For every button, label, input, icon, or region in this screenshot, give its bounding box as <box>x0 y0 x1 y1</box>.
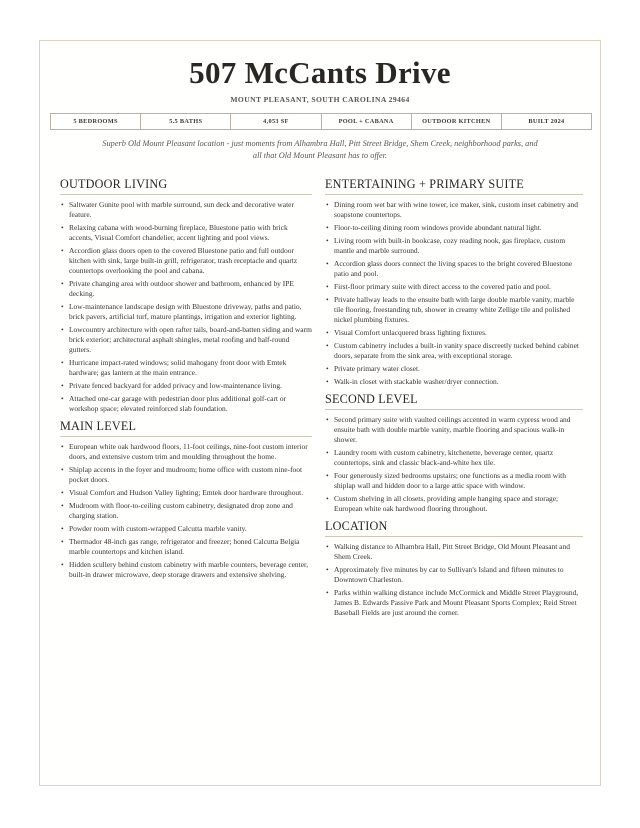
section-main-level <box>60 419 312 580</box>
list-item: • Private primary water closet. <box>325 364 583 374</box>
list-item: • Saltwater Gunite pool with marble surround, sun deck and decorative water feature. <box>60 200 312 220</box>
section-entertaining <box>325 177 583 387</box>
stat-baths: 5.5 BATHS <box>140 114 230 129</box>
feature-list <box>325 415 583 514</box>
list-item: • Hurricane impact-rated windows; solid mahogany front door with Emtek hardware; gas lantern at the main entrance. <box>60 358 312 378</box>
list-item: • Shiplap accents in the foyer and mudroom; home office with custom nine-foot pocket doors. <box>60 465 312 485</box>
tagline: Superb Old Mount Pleasant location - just moments from Alhambra Hall, Pitt Street Bridge, Shem Creek, neighborhood parks, and all that Old Mount Pleasant has to offer. <box>102 139 538 160</box>
stat-outdoor-kitchen: OUTDOOR KITCHEN <box>411 114 501 129</box>
property-title: 507 McCants Drive <box>189 55 451 90</box>
list-item: • Visual Comfort and Hudson Valley lighting; Emtek door hardware throughout. <box>60 488 312 498</box>
list-item: • Powder room with custom-wrapped Calcutta marble vanity. <box>60 524 312 534</box>
section-heading: SECOND LEVEL <box>325 392 583 410</box>
list-item: • Visual Comfort unlacquered brass lighting fixtures. <box>325 328 583 338</box>
stat-bedrooms: 5 BEDROOMS <box>73 118 118 125</box>
list-item: • Accordion glass doors connect the living spaces to the bright covered Bluestone patio and pool. <box>325 259 583 279</box>
feature-list <box>60 442 312 580</box>
section-heading: OUTDOOR LIVING <box>60 177 312 195</box>
list-item: • Hidden scullery behind custom cabinetry with marble counters, beverage center, built-in drawer microwave, deep storage drawers and extensive shelving. <box>60 560 312 580</box>
list-item: • European white oak hardwood floors, 11-foot ceilings, nine-foot custom interior doors, and extensive custom trim and moulding throughout the home. <box>60 442 312 462</box>
list-item: • First-floor primary suite with direct access to the covered patio and pool. <box>325 282 583 292</box>
stats-bar <box>50 113 592 130</box>
section-heading: ENTERTAINING + PRIMARY SUITE <box>325 177 583 195</box>
list-item: • Attached one-car garage with pedestrian door plus additional golf-cart or workshop space; elevated reinforced slab foundation. <box>60 394 312 414</box>
list-item: • Approximately five minutes by car to Sullivan's Island and fifteen minutes to Downtown Charleston. <box>325 565 583 585</box>
stat-built-year: BUILT 2024 <box>501 114 591 129</box>
section-heading: LOCATION <box>325 519 583 537</box>
list-item: • Laundry room with custom cabinetry, kitchenette, beverage center, quartz countertops, sink and classic black-and-white hex tile. <box>325 448 583 468</box>
property-address: MOUNT PLEASANT, SOUTH CAROLINA 29464 <box>230 95 410 104</box>
list-item: • Thermador 48-inch gas range, refrigerator and freezer; honed Calcutta Belgia marble countertops and kitchen island. <box>60 537 312 557</box>
section-outdoor-living <box>60 177 312 414</box>
left-column <box>60 177 312 585</box>
list-item: • Second primary suite with vaulted ceilings accented in warm cypress wood and ensuite bath with double marble vanity, marble flooring and spacious walk-in shower. <box>325 415 583 445</box>
right-column <box>325 177 583 623</box>
list-item: • Four generously sized bedrooms upstairs; one functions as a media room with shiplap wall and hidden door to a large attic space with window. <box>325 471 583 491</box>
property-sheet <box>39 40 601 786</box>
list-item: • Walk-in closet with stackable washer/dryer connection. <box>325 377 583 387</box>
list-item: • Custom shelving in all closets, providing ample hanging space and storage; European white oak hardwood flooring throughout. <box>325 494 583 514</box>
stat-pool: POOL + CABANA <box>321 114 411 129</box>
list-item: • Living room with built-in bookcase, cozy reading nook, gas fireplace, custom mantle and marble surround. <box>325 236 583 256</box>
section-heading: MAIN LEVEL <box>60 419 312 437</box>
stat-square-feet: 4,053 SF <box>230 114 320 129</box>
list-item: • Custom cabinetry includes a built-in vanity space discreetly tucked behind cabinet doors, separate from the sink area, with exceptional storage. <box>325 341 583 361</box>
list-item: • Private hallway leads to the ensuite bath with large double marble vanity, marble tile flooring, freestanding tub, shower in creamy white Zellige tile and polished nickel plumbing fixtures. <box>325 295 583 325</box>
list-item: • Parks within walking distance include McCormick and Middle Street Playground, James B. Edwards Passive Park and Mount Pleasant Sports Complex; Reid Street Baseball Fields are just around the corner. <box>325 588 583 618</box>
section-second-level <box>325 392 583 514</box>
list-item: • Floor-to-ceiling dining room windows provide abundant natural light. <box>325 223 583 233</box>
section-location <box>325 519 583 618</box>
list-item: • Dining room wet bar with wine tower, ice maker, sink, custom inset cabinetry and soapstone countertops. <box>325 200 583 220</box>
list-item: • Walking distance to Alhambra Hall, Pitt Street Bridge, Old Mount Pleasant and Shem Creek. <box>325 542 583 562</box>
list-item: • Mudroom with floor-to-ceiling custom cabinetry, designated drop zone and charging station. <box>60 501 312 521</box>
feature-list <box>60 200 312 414</box>
feature-list <box>325 200 583 387</box>
list-item: • Lowcountry architecture with open rafter tails, board-and-batten siding and warm brick exterior; architectural asphalt shingles, metal roofing and half-round gutters. <box>60 325 312 355</box>
list-item: • Private changing area with outdoor shower and bathroom, enhanced by IPE decking. <box>60 279 312 299</box>
list-item: • Accordion glass doors open to the covered Bluestone patio and full outdoor kitchen with sink, large built-in grill, refrigerator, trash receptacle and quartz countertops overlooking the pool and cabana. <box>60 246 312 276</box>
list-item: • Low-maintenance landscape design with Bluestone driveway, paths and patio, brick pavers, artificial turf, mature plantings, irrigation and exterior lighting. <box>60 302 312 322</box>
feature-list <box>325 542 583 618</box>
list-item: • Private fenced backyard for added privacy and low-maintenance living. <box>60 381 312 391</box>
list-item: • Relaxing cabana with wood-burning fireplace, Bluestone patio with brick accents, Visual Comfort chandelier, accent lighting and pool views. <box>60 223 312 243</box>
